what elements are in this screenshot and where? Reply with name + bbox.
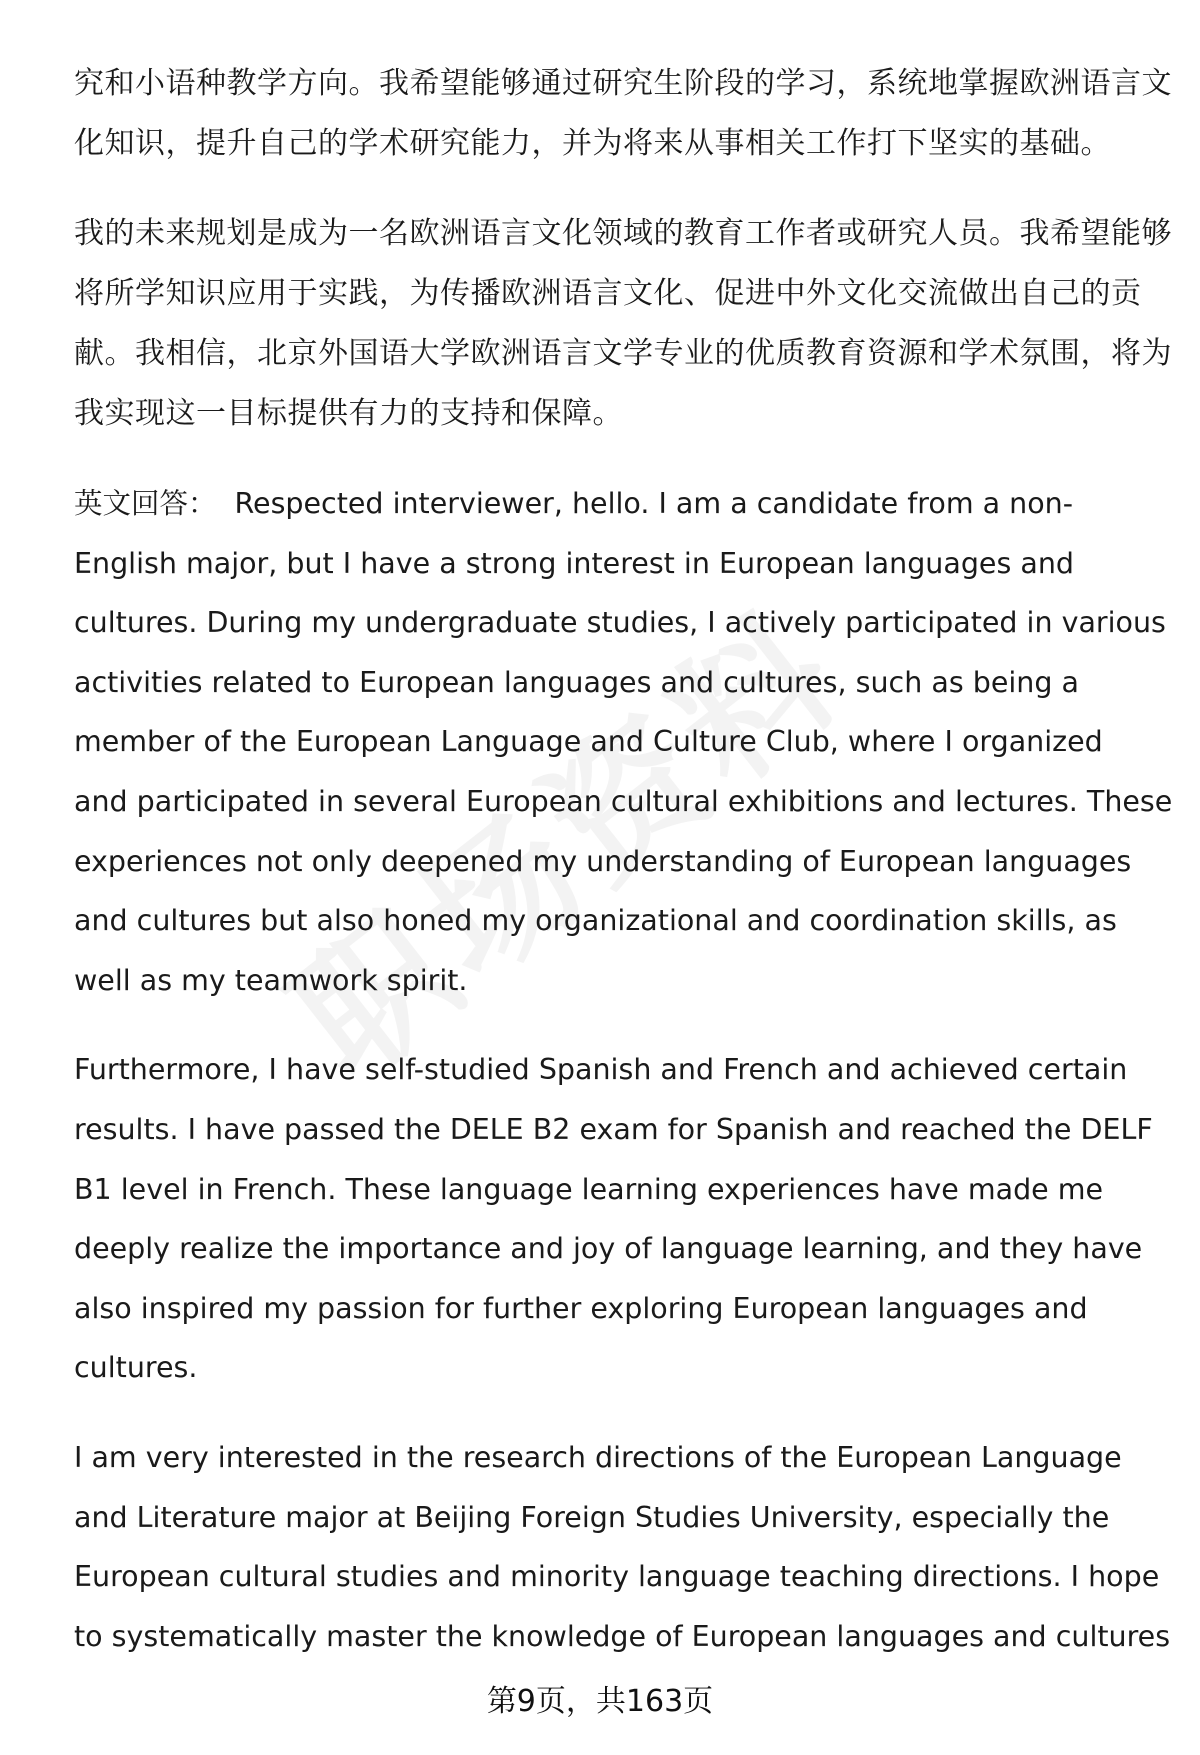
text-line: I am very interested in the research directions of the European Language	[74, 1440, 1122, 1474]
text-line: and Literature major at Beijing Foreign Studies University, especially the	[74, 1500, 1110, 1534]
paragraph-4	[74, 1040, 1164, 1398]
text-line: English major, but I have a strong interest in European languages and	[74, 546, 1074, 580]
text-line: cultures. During my undergraduate studies, I actively participated in various	[74, 606, 1166, 640]
text-line: experiences not only deepened my understanding of European languages	[74, 844, 1132, 878]
text-line: 将所学知识应用于实践，为传播欧洲语言文化、促进中外文化交流做出自己的贡	[74, 276, 1142, 311]
text-line: well as my teamwork spirit.	[74, 963, 468, 997]
text-line: and participated in several European cultural exhibitions and lectures. These	[74, 784, 1173, 818]
paragraph-5	[74, 1428, 1171, 1666]
text-line: results. I have passed the DELE B2 exam for Spanish and reached the DELF	[74, 1112, 1153, 1146]
text-line: 我实现这一目标提供有力的支持和保障。	[74, 396, 623, 431]
text-line: cultures.	[74, 1351, 198, 1385]
paragraph-2	[74, 204, 1172, 444]
text-line: 究和小语种教学方向。我希望能够通过研究生阶段的学习，系统地掌握欧洲语言文	[74, 66, 1172, 101]
answer-label: 英文回答：	[74, 487, 217, 520]
page-number: 第9页，共163页	[486, 1684, 714, 1719]
text-line: member of the European Language and Culture Club, where I organized	[74, 725, 1103, 759]
text-line: 我的未来规划是成为一名欧洲语言文化领域的教育工作者或研究人员。我希望能够	[74, 216, 1172, 251]
paragraph-english-answer	[74, 474, 1173, 1010]
text-line: Furthermore, I have self-studied Spanish and French and achieved certain	[74, 1053, 1128, 1087]
text-line: 献。我相信，北京外国语大学欧洲语言文学专业的优质教育资源和学术氛围，将为	[74, 336, 1172, 371]
text-line: and cultures but also honed my organizational and coordination skills, as	[74, 904, 1117, 938]
text-line: also inspired my passion for further exploring European languages and	[74, 1291, 1088, 1325]
text-line: Respected interviewer, hello. I am a candidate from a non-	[234, 487, 1074, 520]
text-line: to systematically master the knowledge of European languages and cultures	[74, 1619, 1171, 1653]
text-line: deeply realize the importance and joy of language learning, and they have	[74, 1232, 1143, 1266]
text-line-with-label	[74, 474, 1164, 534]
paragraph-1	[74, 54, 1172, 174]
text-line: European cultural studies and minority language teaching directions. I hope	[74, 1560, 1160, 1594]
text-line: B1 level in French. These language learning experiences have made me	[74, 1172, 1104, 1206]
text-line: activities related to European languages and cultures, such as being a	[74, 665, 1079, 699]
text-line: 化知识，提升自己的学术研究能力，并为将来从事相关工作打下坚实的基础。	[74, 126, 1111, 161]
document-body	[74, 54, 1173, 1696]
